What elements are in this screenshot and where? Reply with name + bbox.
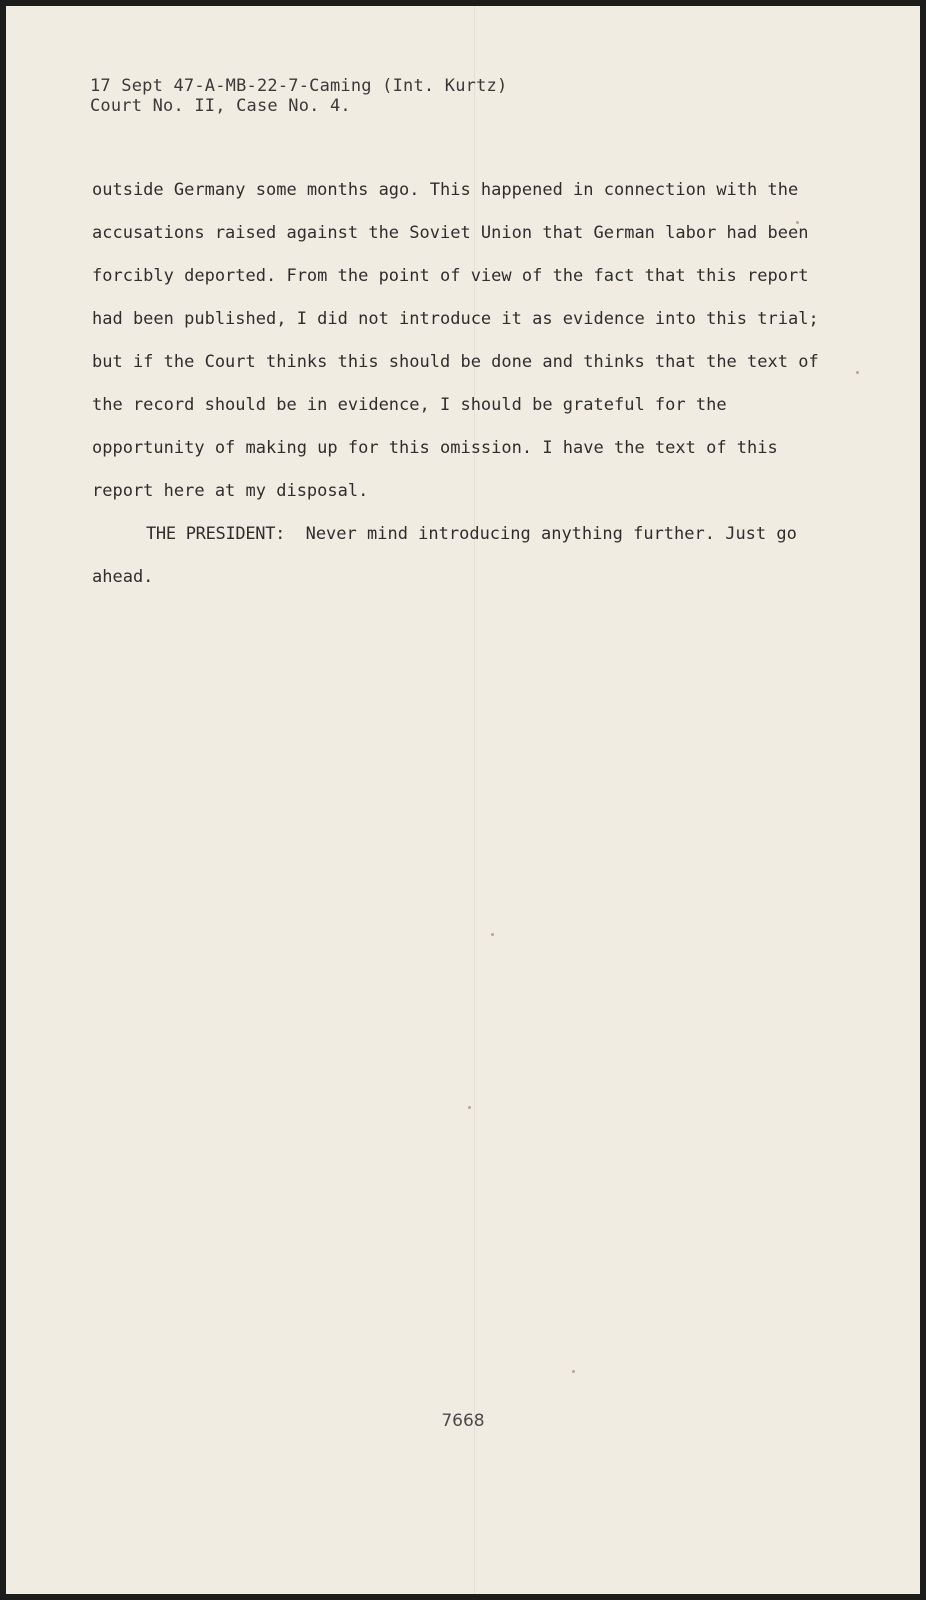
paper-speck — [796, 221, 799, 224]
page-number: 7668 — [441, 1411, 485, 1431]
document-header — [90, 76, 507, 116]
speech-text: Never mind introducing anything further. Just go ahead. — [92, 524, 797, 587]
paper-speck — [572, 1370, 575, 1373]
transcript-body — [92, 169, 822, 599]
transcript-paragraph-president — [92, 513, 822, 599]
paper-speck — [468, 1106, 471, 1109]
header-line-case-date: 17 Sept 47-A-MB-22-7-Caming (Int. Kurtz) — [90, 76, 508, 96]
header-line-court: Court No. II, Case No. 4. — [90, 96, 351, 116]
paper-speck — [812, 359, 815, 362]
paper-speck — [491, 933, 494, 936]
transcript-paragraph-continued: outside Germany some months ago. This happened in connection with the accusations raised against the Soviet Union that German labor had been forcibly deported. From the point of view of the fact that this report had been published, I did not introduce it as evidence into this trial; but if the Court thinks this should be done and thinks that the text of the record should be in evidence, I should be grateful for the opportunity of making up for this omission. I have the text of this report here at my disposal. — [92, 180, 819, 501]
paper-speck — [856, 371, 859, 374]
speaker-label: THE PRESIDENT: — [146, 524, 286, 544]
